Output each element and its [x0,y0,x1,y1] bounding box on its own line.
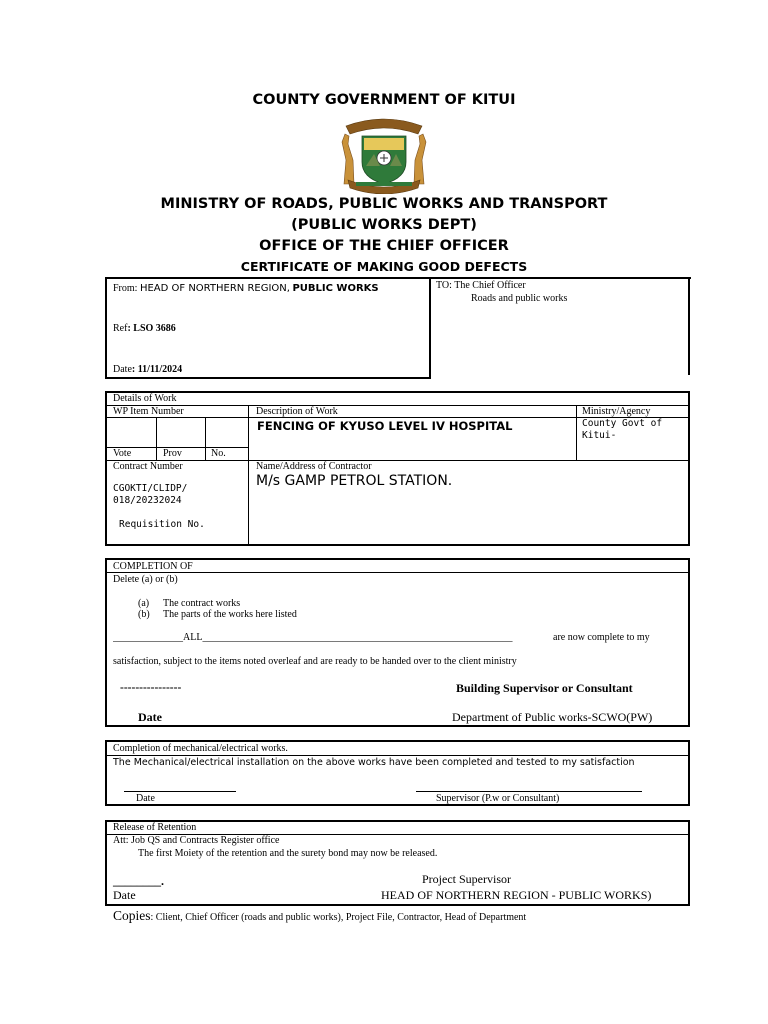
building-supervisor: Building Supervisor or Consultant [456,681,633,695]
mech-supervisor-label: Supervisor (P.w or Consultant) [436,793,560,804]
from-line [113,283,379,294]
prov-label: Prov [163,448,182,459]
project-supervisor-label: Project Supervisor [422,872,511,886]
retention-blank: ________. [113,874,164,888]
dept-title: (PUBLIC WORKS DEPT) [291,217,477,233]
contract-value-2: 018/20232024 [113,495,182,506]
ministry-title: MINISTRY OF ROADS, PUBLIC WORKS AND TRANSPORT [160,196,608,212]
date-line [113,364,182,375]
mech-title: Completion of mechanical/electrical works. [113,743,288,754]
details-title: Details of Work [113,393,177,404]
ministry-value-2: Kitui- [582,430,617,441]
copies-text: : Client, Chief Officer (roads and public works), Project File, Contractor, Head of Department [150,912,527,923]
ref-value: : LSO 3686 [127,323,176,334]
option-a-text: The contract works [163,598,241,609]
requisition-label: Requisition No. [119,519,205,530]
contract-label: Contract Number [113,461,183,472]
certificate-title: CERTIFICATE OF MAKING GOOD DEFECTS [240,259,528,274]
to-line: TO: The Chief Officer [436,280,526,291]
to-dept: Roads and public works [471,293,568,304]
completion-line-prefix: ______________ALL______________________________________________________________ [113,632,513,643]
mech-date-label: Date [136,793,155,804]
ref-label: Ref [113,323,128,334]
delete-note: Delete (a) or (b) [113,574,178,585]
ref-line [113,323,176,334]
option-b-label: (b) [138,609,150,620]
retention-moiety: The first Moiety of the retention and the surety bond may now be released. [138,848,438,859]
description-value: FENCING OF KYUSO LEVEL IV HOSPITAL [257,419,513,433]
signature-dashes: ---------------- [120,682,182,694]
contractor-label: Name/Address of Contractor [256,461,372,472]
retention-title: Release of Retention [113,822,197,833]
contract-value-1: CGOKTI/CLIDP/ [113,483,188,494]
head-northern-region: HEAD OF NORTHERN REGION - PUBLIC WORKS) [381,888,652,902]
option-a-label: (a) [138,598,150,609]
retention-att: Att: Job QS and Contracts Register office [113,835,280,846]
completion-title: COMPLETION OF [113,561,193,572]
copies-line [113,907,526,925]
satisfaction-text: satisfaction, subject to the items noted overleaf and are ready to be handed over to the client ministry [113,656,517,667]
ministry-value-1: County Govt of [582,418,663,429]
ministry-label: Ministry/Agency [582,406,651,417]
office-title: OFFICE OF THE CHIEF OFFICER [259,238,509,254]
completion-line-suffix: are now complete to my [553,632,650,643]
from-bold: PUBLIC WORKS [292,283,379,294]
from-value: HEAD OF NORTHERN REGION, [139,283,290,294]
date-value: : 11/11/2024 [131,364,183,375]
retention-date-label: Date [113,888,136,902]
from-label: From: [113,283,138,294]
no-label: No. [211,448,226,459]
copies-label: Copies [113,908,151,923]
mech-statement: The Mechanical/electrical installation on the above works have been completed and tested to my satisfaction [113,757,635,768]
department-label: Department of Public works-SCWO(PW) [452,710,653,724]
county-crest-logo [334,114,434,194]
wp-item-label: WP Item Number [113,406,184,417]
description-label: Description of Work [256,406,338,417]
option-b-text: The parts of the works here listed [163,609,297,620]
county-title: COUNTY GOVERNMENT OF KITUI [252,92,516,108]
completion-date-label: Date [138,710,162,724]
date-label: Date [113,364,132,375]
vote-label: Vote [113,448,132,459]
contractor-value: M/s GAMP PETROL STATION. [256,473,453,489]
